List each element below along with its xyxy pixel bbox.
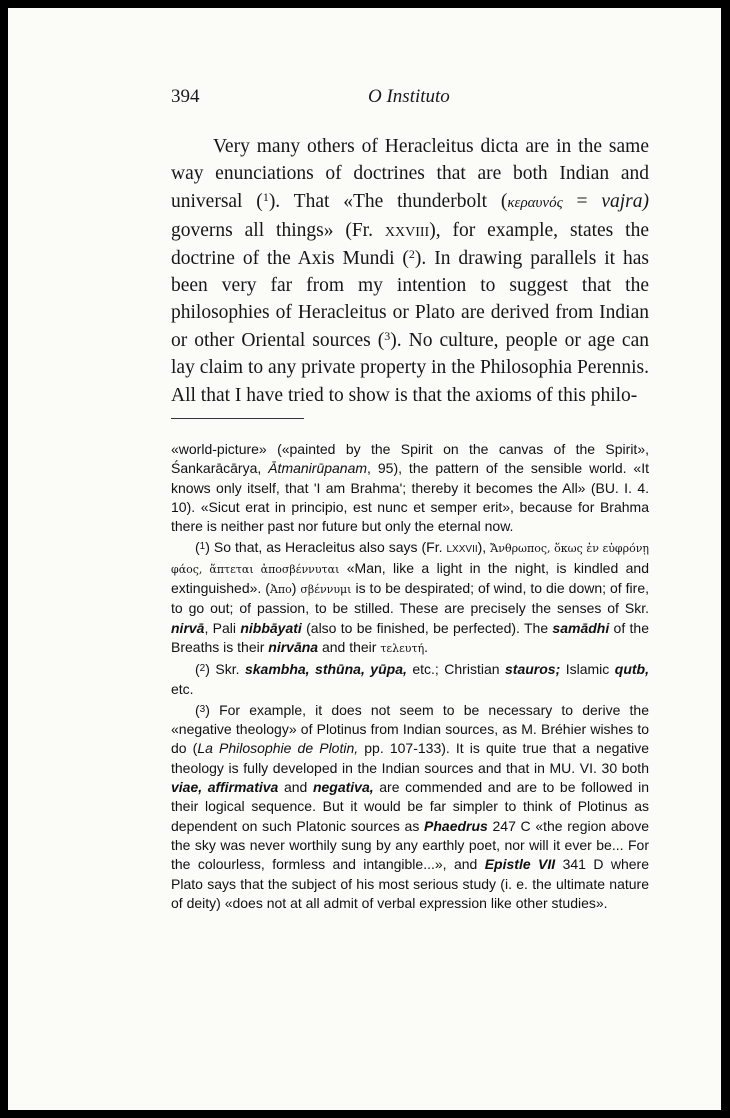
page-number: 394 <box>171 86 200 107</box>
note-text: Islamic <box>560 661 615 678</box>
latin-term: viae, affirmativa <box>171 779 279 796</box>
footnote-1: ($^1$) So that, as Heracleitus also says (Fr. lxxvii), Ἄνθρωπος, ὅκως ἐν εὐφρόνῃ φάος, ἅπτεται ἀποσβέννυται «Man, like a light in the night, is kindled and extinguished». (Ἀπο) σβέννυμι is to be despirated; of wind, to die down; of fire, to go out; of passion, to be stilled. These are precisely the senses of Skr. nirvā, Pali nibbāyati (also to be finished, be perfected). The samādhi of the Breaths is their nirvāna and their τελευτή. <box>171 539 649 655</box>
footnote-3: ($^3$) For example, it does not seem to be necessary to derive the «negative theology» of Plotinus from Indian sources, as M. Bréhier wishes to do (La Philosophie de Plotin, pp. 107-133). It is quite true that a negative theology is fully developed in the Indian sources and that in MU. VI. 30 both viae, affirmativa and negativa, are commended and are to be followed in their logical sequence. But it would be far simpler to think of Plotinus as dependent on such Platonic sources as Phaedrus 247 C «the region above the sky was never worthily sung by any earthly poet, nor will it ever be... For the colourless, formless and intangible...», and Epistle VII 341 D where Plato says that the subject of his most serious study (i. e. the ultimate nature of deity) «does not at all admit of verbal expression like other studies». <box>171 701 650 911</box>
footnotes <box>171 440 649 913</box>
main-paragraph <box>171 133 649 409</box>
sanskrit-term: nirvā <box>171 619 205 636</box>
cited-work: Epistle VII <box>484 856 556 873</box>
note-text: (also to be finished, be perfected). The <box>301 619 553 636</box>
footnote-ref-1[interactable]: 1 <box>262 189 269 204</box>
note-text: 341 D where Plato says that the subject of his most serious study (i. e. the ultimate nature of deity) «does not at all admit of verbal expression like other studies». <box>171 856 649 911</box>
note-text: . <box>424 638 429 655</box>
greek-word: σβέννυμι <box>300 583 352 597</box>
book-page <box>8 8 721 1110</box>
main-text-segment: ). No culture, people or age can lay claim to any private property in the Philosophia Perennis. All that I have tried to show is that the axioms of this philo- <box>171 329 649 406</box>
footnote-number: 2 <box>199 663 206 675</box>
note-text: Skr. <box>209 661 245 678</box>
note-text: , 95), the pattern of the sensible world. «It knows only itself, that 'I am Brahma'; thereby it becomes the All» (BU. I. 4. 10). «Sicut erat in principio, est nunc et semper erit», because for Brahma there is neither past nor future but only the eternal now. <box>171 460 649 535</box>
latin-term: negativa, <box>312 779 374 796</box>
greek-quote: Ἄνθρωπος, ὅκως ἐν εὐφρόνῃ φάος, ἅπτεται ἀποσβέννυται <box>171 542 649 576</box>
footnote-divider <box>171 418 304 419</box>
greek-word: Ἀπο <box>269 583 292 597</box>
footnote-ref-3[interactable]: 3 <box>384 328 391 343</box>
arabic-term: qutb, <box>614 661 649 678</box>
note-text: and their <box>318 638 381 655</box>
fragment-number: lxxvii <box>446 539 478 556</box>
footnote-number: 1 <box>199 541 206 553</box>
note-text: of the Breaths is their <box>171 619 649 655</box>
sanskrit-term: vajra) <box>601 190 649 212</box>
main-text-segment: ). In drawing parallels it has been very far from my intention to suggest that the philosophies of Heracleitus or Plato are derived from Indian or other Oriental sources ( <box>171 247 650 351</box>
greek-word: κεραυνός <box>507 194 563 211</box>
note-text: , Pali <box>204 619 241 636</box>
running-title: O Instituto <box>368 86 450 107</box>
footnote-2: ($^2$) Skr. skambha, sthūna, yūpa, etc.; Christian stauros; Islamic qutb, etc. <box>171 661 649 697</box>
note-text: etc. <box>171 680 194 697</box>
main-text-segment: ). That «The thunderbolt ( <box>268 190 508 212</box>
cited-work: Phaedrus <box>424 817 488 834</box>
note-text: So that, as Heracleitus also says (Fr. <box>209 539 447 556</box>
greek-term: stauros; <box>505 661 561 678</box>
note-text: ), <box>477 539 491 556</box>
footnote-ref-2[interactable]: 2 <box>408 246 415 261</box>
main-text-segment: governs all things» (Fr. <box>171 220 385 242</box>
sanskrit-term: skambha, sthūna, yūpa, <box>244 661 407 678</box>
note-text: «Man, like a light in the night, is kindled and extinguished». ( <box>171 559 649 597</box>
cited-work: La Philosophie de Plotin, <box>197 740 359 757</box>
main-text-segment: = <box>562 190 602 212</box>
greek-word: τελευτή <box>380 641 425 655</box>
note-text: is to be despirated; of wind, to die down; of fire, to go out; of passion, to be stilled. These are precisely the senses of Skr. <box>171 580 649 617</box>
sanskrit-term: nirvāna <box>268 638 319 655</box>
note-text: ) <box>291 580 301 597</box>
note-text: etc.; Christian <box>406 661 506 678</box>
note-text: For example, it does not seem to be necessary to derive the «negative theology» of Plotinus from Indian sources, as M. Bréhier wishes to do ( <box>171 701 649 757</box>
fragment-number: xxviii <box>384 220 430 242</box>
main-text-segment: ), for example, states the doctrine of the Axis Mundi ( <box>171 220 649 269</box>
note-text: 247 C «the region above the sky was never worthily sung by any earthly poet, nor will it ever be... For the colourless, formless and intangible...», and <box>171 817 649 873</box>
note-text: «world-picture» («painted by the Spirit on the canvas of the Spirit», Śankarācārya, <box>171 441 649 477</box>
cited-work: Ātmanirūpanam <box>268 460 368 477</box>
note-text: pp. 107-133). It is quite true that a negative theology is fully developed in the Indian sources and that in MU. VI. 30 both <box>171 740 650 776</box>
footnote-continuation <box>171 440 649 536</box>
note-text: are commended and are to be followed in their logical sequence. But it would be far simpler to think of Plotinus as dependent on such Platonic sources as <box>171 779 649 834</box>
note-text: and <box>278 779 313 796</box>
sanskrit-term: samādhi <box>552 619 610 636</box>
footnote-number: 3 <box>199 703 206 715</box>
main-text-segment: Very many others of Heracleitus dicta are in the same way enunciations of doctrines that are both Indian and universal ( <box>171 136 649 212</box>
pali-term: nibbāyati <box>240 619 302 636</box>
